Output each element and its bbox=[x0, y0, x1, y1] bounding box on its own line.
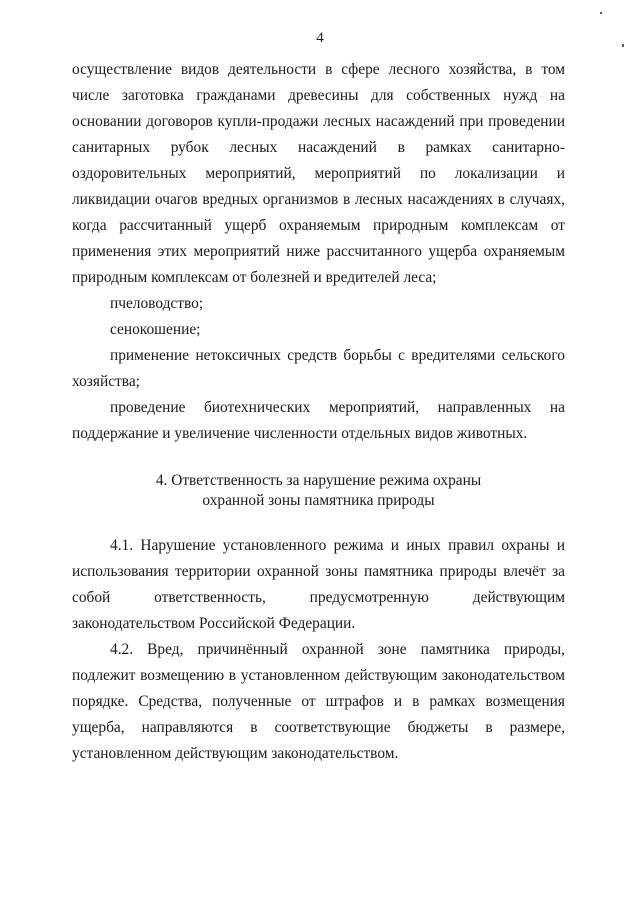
paragraph-pest-control: применение нетоксичных средств борьбы с вредителями сельского хозяйства; bbox=[72, 347, 565, 390]
page-number: 4 bbox=[316, 30, 324, 46]
scan-mark-top-right-upper bbox=[600, 12, 602, 14]
scan-mark-top-right bbox=[622, 44, 624, 47]
paragraph-forestry-activities: осуществление видов деятельности в сфере лесного хозяйства, в том числе заготовка гражданами древесины для собственных нужд на основании договоров купли-продажи лесных насаждений при проведении санитарных рубок лесных насаждений в рамках санитарно-оздоровительных мероприятий, мероприятий по локализации и ликвидации очагов вредных организмов в лесных насаждениях в случаях, когда рассчитанный ущерб охраняемым природным комплексам от применения этих мероприятий ниже рассчитанного ущерба охраняемым природным комплексам от болезней и вредителей леса; bbox=[72, 61, 565, 286]
document-body bbox=[72, 57, 565, 767]
section-heading bbox=[72, 471, 565, 511]
paragraph-4-2: 4.2. Вред, причинённый охранной зоне памятника природы, подлежит возмещению в установленном действующим законодательством порядке. Средства, полученные от штрафов и в рамках возмещения ущерба, направляются в соответствующие бюджеты в размере, установленном действующим законодательством. bbox=[72, 641, 565, 762]
paragraph-beekeeping: пчеловодство; bbox=[110, 295, 204, 312]
paragraph-4-1: 4.1. Нарушение установленного режима и иных правил охраны и использования территории охранной зоны памятника природы влечёт за собой ответственность, предусмотренную действующим законодательством Российской Федерации. bbox=[72, 537, 565, 632]
section-heading-line-2: охранной зоны памятника природы bbox=[202, 492, 435, 509]
paragraph-haymaking: сенокошение; bbox=[110, 321, 201, 338]
paragraph-biotechnical-measures: проведение биотехнических мероприятий, направленных на поддержание и увеличение численности отдельных видов животных. bbox=[72, 399, 565, 442]
section-heading-line-1: 4. Ответственность за нарушение режима охраны bbox=[155, 472, 482, 489]
